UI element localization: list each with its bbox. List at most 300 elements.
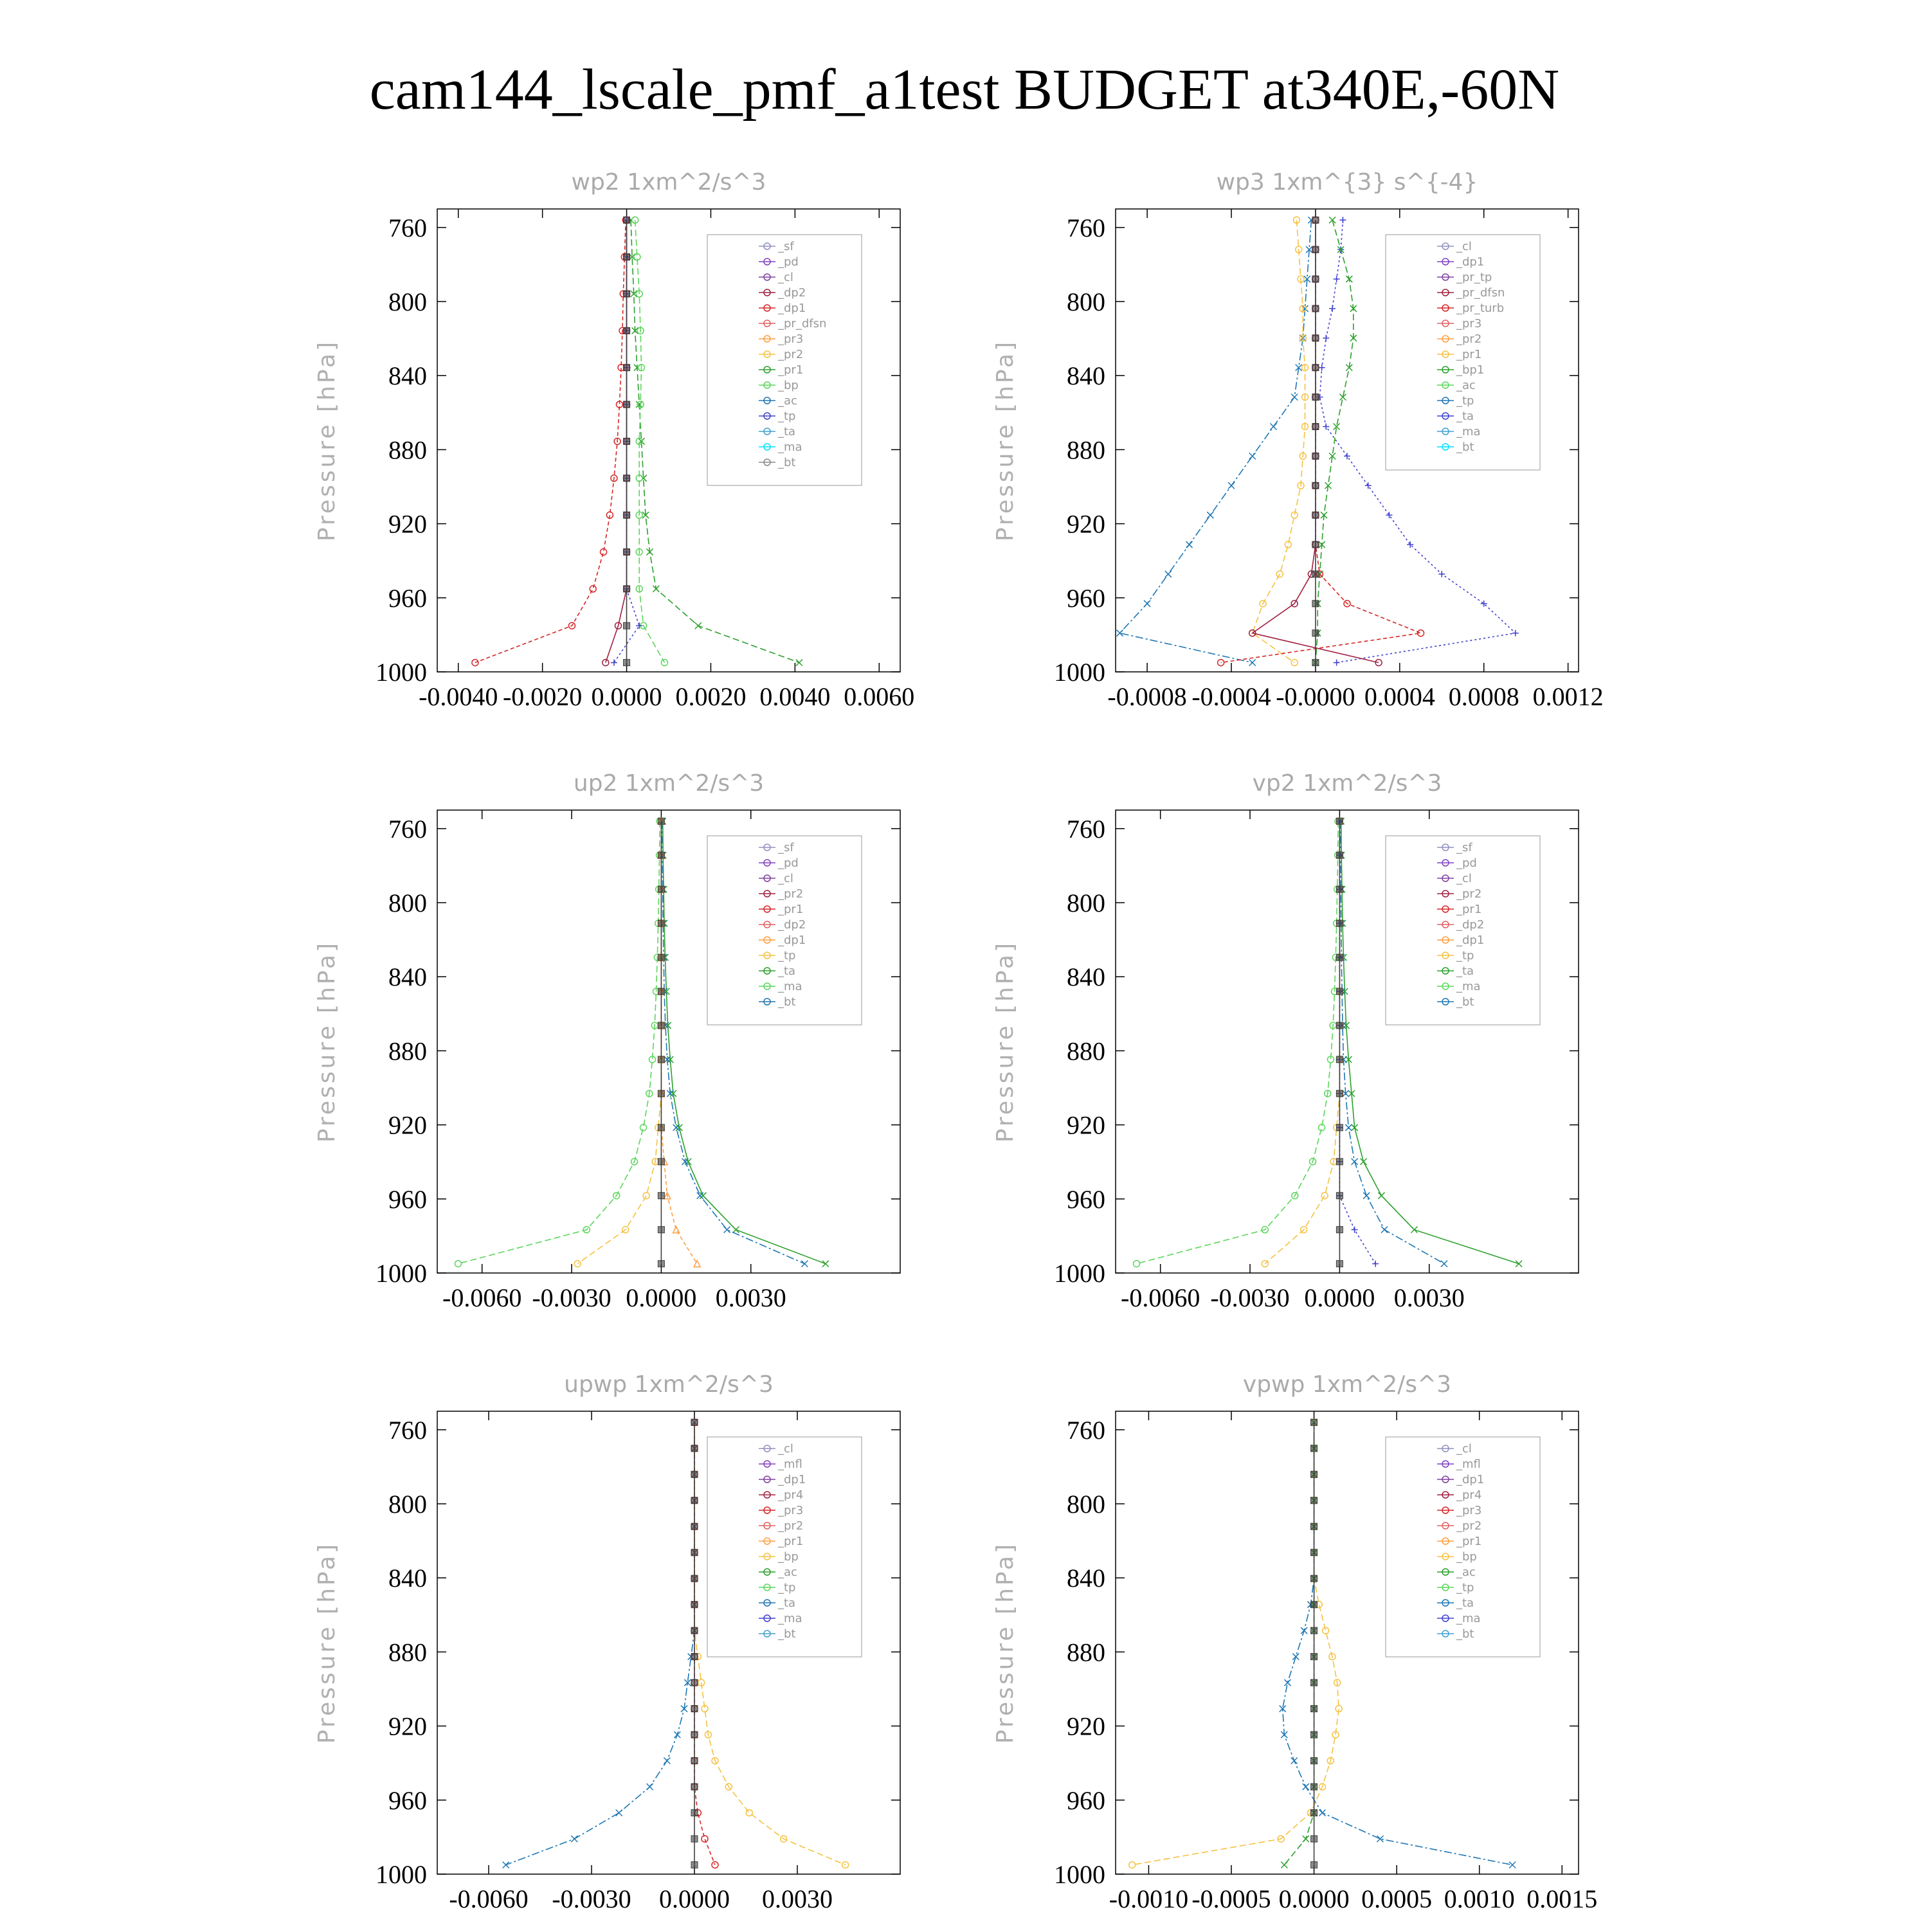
y-tick-label: 760	[1067, 814, 1105, 844]
data-point	[691, 1783, 698, 1790]
data-point	[1311, 1706, 1318, 1712]
data-point	[1323, 1627, 1329, 1634]
data-point	[658, 1193, 664, 1199]
series-dp1	[455, 818, 664, 1267]
series-line	[635, 220, 665, 662]
x-tick-label: 0.0008	[1448, 682, 1519, 711]
data-point	[691, 1679, 698, 1686]
y-tick-label: 960	[1067, 1785, 1105, 1815]
data-point	[1311, 1654, 1318, 1660]
data-point	[658, 1090, 664, 1097]
x-tick-label: -0.0005	[1191, 1884, 1271, 1913]
data-point	[1249, 660, 1256, 666]
data-point	[658, 1261, 664, 1267]
series-pr1	[1129, 1419, 1342, 1868]
legend-label: _bt	[778, 456, 796, 469]
series-pr1	[1262, 818, 1343, 1267]
legend-label: _sf	[778, 841, 794, 854]
legend-label: _tp	[778, 410, 796, 423]
data-point	[1312, 305, 1319, 312]
data-point	[624, 475, 630, 482]
data-point	[674, 1731, 680, 1738]
legend-label: _ma	[778, 1612, 802, 1625]
panel-vp2	[992, 770, 1579, 1312]
data-point	[1312, 276, 1319, 282]
x-tick-label: 0.0030	[762, 1884, 833, 1913]
data-point	[1336, 1227, 1343, 1233]
series-line	[1316, 220, 1354, 662]
data-point	[1134, 1261, 1140, 1267]
legend-label: _bp	[778, 1550, 799, 1564]
x-tick-label: -0.0040	[419, 682, 498, 711]
x-tick-label: 0.0000	[1278, 1884, 1350, 1913]
data-point	[1336, 1193, 1343, 1199]
legend-label: _pr3	[778, 332, 804, 346]
data-point	[1516, 1261, 1522, 1267]
series-dp1	[472, 217, 629, 665]
data-point	[1311, 1523, 1318, 1530]
data-point	[702, 1836, 708, 1842]
legend-label: _pr1	[1456, 1535, 1482, 1548]
data-point	[1438, 571, 1445, 577]
legend-label: _bt	[778, 995, 796, 1009]
data-point	[1129, 1862, 1136, 1868]
data-point	[1292, 1654, 1299, 1660]
legend-label: _pd	[1456, 856, 1477, 870]
legend-label: _dp1	[778, 1473, 806, 1486]
y-axis-label: Pressure [hPa]	[314, 339, 340, 542]
series-ta	[1336, 818, 1379, 1267]
data-point	[1411, 1227, 1418, 1233]
data-point	[1352, 1227, 1358, 1233]
data-point	[1336, 1090, 1343, 1097]
legend-label: _dp1	[1456, 1473, 1485, 1486]
y-axis-label: Pressure [hPa]	[992, 339, 1019, 542]
data-point	[1378, 1193, 1384, 1199]
data-point	[694, 1261, 700, 1267]
data-point	[1311, 1419, 1318, 1425]
panel-title: vp2 1xm^2/s^3	[1252, 770, 1442, 797]
data-point	[691, 1758, 698, 1764]
data-point	[1312, 660, 1319, 666]
legend-label: _ma	[778, 440, 802, 454]
series-pr1	[574, 818, 664, 1267]
y-tick-label: 960	[1067, 1184, 1105, 1214]
legend-label: _tp	[1456, 394, 1474, 408]
data-point	[691, 1575, 698, 1582]
y-tick-label: 1000	[376, 1860, 427, 1889]
data-point	[624, 254, 630, 260]
data-point	[1270, 423, 1276, 429]
data-point	[691, 1497, 698, 1504]
data-point	[624, 622, 630, 629]
series-bt	[1311, 1419, 1318, 1868]
y-tick-label: 800	[388, 889, 427, 917]
legend-label: _ac	[778, 1566, 797, 1579]
y-tick-label: 760	[388, 213, 427, 242]
y-tick-label: 800	[1067, 889, 1105, 917]
data-point	[1336, 1159, 1343, 1165]
data-point	[1291, 394, 1298, 401]
legend-label: _pd	[778, 255, 799, 269]
legend-label: _ma	[778, 980, 802, 993]
x-tick-label: 0.0000	[626, 1283, 697, 1312]
x-tick-label: 0.0005	[1361, 1884, 1433, 1913]
data-point	[1228, 482, 1235, 489]
data-point	[691, 1549, 698, 1556]
panel-title: up2 1xm^2/s^3	[573, 770, 765, 797]
data-point	[1323, 335, 1329, 341]
data-point	[1311, 1836, 1318, 1842]
data-point	[1165, 571, 1172, 577]
panel-wp3	[992, 169, 1604, 711]
x-tick-label: -0.0010	[1109, 1884, 1189, 1913]
data-point	[1312, 423, 1319, 429]
legend-label: _bp1	[1456, 363, 1485, 377]
x-tick-label: 0.0000	[591, 682, 662, 711]
data-point	[1311, 1497, 1318, 1504]
series-line	[661, 821, 697, 1263]
legend-label: _dp1	[778, 934, 806, 947]
x-tick-label: -0.0000	[1276, 682, 1355, 711]
data-point	[624, 217, 630, 223]
panel-up2	[314, 770, 900, 1312]
series-line	[1132, 1422, 1339, 1864]
data-point	[1262, 1261, 1268, 1267]
data-point	[658, 1056, 664, 1063]
series-line	[506, 1422, 694, 1864]
data-point	[1284, 1679, 1291, 1686]
legend	[707, 235, 862, 485]
data-point	[1311, 1758, 1318, 1764]
y-tick-label: 920	[1067, 1711, 1105, 1741]
data-point	[624, 549, 630, 555]
legend	[1386, 235, 1540, 470]
data-point	[682, 1159, 689, 1165]
data-point	[1336, 988, 1343, 995]
data-point	[1344, 453, 1350, 459]
y-axis-label: Pressure [hPa]	[992, 940, 1019, 1143]
data-point	[1301, 1627, 1307, 1634]
y-tick-label: 1000	[1054, 1259, 1105, 1288]
data-point	[1363, 1193, 1370, 1199]
data-point	[1312, 217, 1319, 223]
series-line	[1120, 220, 1312, 662]
data-point	[658, 1022, 664, 1029]
legend-label: _ma	[1456, 980, 1481, 993]
data-point	[691, 1627, 698, 1634]
panel-title: wp2 1xm^2/s^3	[571, 169, 766, 195]
legend-label: _cl	[1456, 240, 1472, 253]
data-point	[691, 1523, 698, 1530]
data-point	[1312, 453, 1319, 459]
y-tick-label: 920	[388, 509, 427, 539]
x-tick-label: -0.0020	[502, 682, 583, 711]
legend-label: _cl	[778, 872, 793, 885]
x-tick-label: 0.0040	[759, 682, 831, 711]
panel-wp2	[314, 169, 914, 711]
data-point	[616, 1810, 622, 1816]
data-point	[673, 1124, 680, 1131]
legend-label: _tp	[1456, 1581, 1474, 1594]
data-point	[733, 1227, 739, 1233]
legend-label: _ta	[778, 425, 796, 438]
data-point	[664, 1758, 670, 1764]
y-tick-label: 920	[388, 1110, 427, 1140]
legend-label: _ta	[1456, 410, 1474, 423]
data-point	[624, 327, 630, 334]
x-tick-label: 0.0000	[1304, 1283, 1375, 1312]
data-point	[1311, 1783, 1318, 1790]
data-point	[1329, 305, 1336, 312]
data-point	[691, 1862, 698, 1868]
y-tick-label: 840	[388, 962, 427, 992]
data-point	[1311, 1549, 1318, 1556]
legend-label: _pr2	[778, 348, 804, 361]
data-point	[1339, 217, 1346, 223]
series-line	[1284, 1422, 1314, 1864]
legend-label: _bt	[778, 1627, 796, 1641]
legend-label: _ac	[1456, 379, 1476, 392]
y-axis-label: Pressure [hPa]	[992, 1541, 1019, 1744]
data-point	[1334, 660, 1340, 666]
data-point	[1281, 1862, 1287, 1868]
data-point	[658, 1124, 664, 1131]
data-point	[1336, 818, 1343, 824]
legend-label: _pr3	[778, 1504, 804, 1517]
y-tick-label: 880	[388, 1638, 427, 1667]
series-line	[1265, 821, 1339, 1263]
legend-label: _pr_turb	[1456, 302, 1505, 315]
legend-label: _cl	[1456, 872, 1472, 885]
data-point	[455, 1261, 462, 1267]
legend-label: _ma	[1456, 1612, 1481, 1625]
data-point	[1365, 482, 1372, 489]
data-point	[658, 818, 664, 824]
data-point	[1312, 630, 1319, 636]
x-tick-label: -0.0030	[552, 1884, 631, 1913]
legend-label: _pr2	[1456, 887, 1482, 901]
y-tick-label: 840	[1067, 962, 1105, 992]
y-tick-label: 920	[1067, 509, 1105, 539]
series-bp	[632, 217, 668, 665]
data-point	[691, 1445, 698, 1452]
data-point	[1336, 1056, 1343, 1063]
legend-label: _dp1	[1456, 255, 1485, 269]
data-point	[1186, 541, 1193, 548]
data-point	[1334, 276, 1340, 282]
x-tick-label: 0.0010	[1444, 1884, 1515, 1913]
series-line	[1339, 821, 1375, 1263]
y-tick-label: 760	[388, 1415, 427, 1445]
y-axis-label: Pressure [hPa]	[314, 940, 340, 1143]
legend-label: _ta	[1456, 964, 1474, 978]
y-tick-label: 800	[388, 1490, 427, 1519]
y-tick-label: 960	[388, 1785, 427, 1815]
x-tick-label: 0.0030	[1393, 1283, 1465, 1312]
legend-label: _tp	[778, 1581, 796, 1594]
legend	[707, 1437, 862, 1657]
data-point	[503, 1862, 509, 1868]
data-point	[1336, 852, 1343, 858]
data-point	[691, 1654, 698, 1660]
data-point	[1345, 1124, 1352, 1131]
legend-label: _pr_tp	[1456, 271, 1492, 284]
data-point	[822, 1261, 829, 1267]
series-bt	[691, 1419, 698, 1868]
legend-label: _sf	[1456, 841, 1472, 854]
data-point	[1303, 1783, 1309, 1790]
x-tick-label: -0.0030	[532, 1283, 611, 1312]
data-point	[611, 660, 617, 666]
data-point	[691, 1419, 698, 1425]
y-tick-label: 1000	[1054, 1860, 1105, 1889]
data-point	[1249, 453, 1256, 459]
legend-label: _ta	[1456, 1596, 1474, 1610]
series-line	[1253, 220, 1305, 662]
data-point	[1386, 512, 1392, 518]
data-point	[658, 852, 664, 858]
data-point	[1336, 954, 1343, 961]
x-tick-label: -0.0004	[1191, 682, 1271, 711]
y-tick-label: 760	[1067, 213, 1105, 242]
y-tick-label: 880	[388, 435, 427, 465]
data-point	[1311, 1575, 1318, 1582]
x-tick-label: -0.0060	[449, 1884, 529, 1913]
data-point	[624, 291, 630, 297]
data-point	[1336, 886, 1343, 892]
data-point	[1312, 335, 1319, 341]
legend-label: _pr2	[778, 1519, 804, 1533]
legend-label: _pr1	[778, 903, 804, 916]
data-point	[1311, 1862, 1318, 1868]
legend-label: _ac	[778, 394, 797, 408]
data-point	[1311, 1679, 1318, 1686]
data-point	[624, 438, 630, 444]
y-tick-label: 840	[388, 361, 427, 391]
legend-label: _dp2	[1456, 918, 1485, 932]
y-tick-label: 920	[388, 1711, 427, 1741]
series-line	[1137, 821, 1339, 1263]
data-point	[590, 586, 596, 592]
x-tick-label: -0.0060	[1121, 1283, 1200, 1312]
y-tick-label: 960	[388, 1184, 427, 1214]
data-point	[624, 365, 630, 371]
y-tick-label: 880	[388, 1036, 427, 1066]
data-point	[658, 954, 664, 961]
legend-label: _cl	[778, 1442, 793, 1456]
legend	[707, 836, 862, 1025]
legend-label: _cl	[1456, 1442, 1472, 1456]
legend-label: _pr3	[1456, 1504, 1482, 1517]
data-point	[1336, 920, 1343, 926]
legend-label: _pr3	[1456, 317, 1482, 330]
data-point	[1311, 1731, 1318, 1738]
data-point	[1319, 365, 1325, 371]
legend-label: _bp	[1456, 1550, 1477, 1564]
legend-label: _ma	[1456, 425, 1481, 438]
series-line	[475, 220, 626, 662]
data-point	[658, 1159, 664, 1165]
legend-label: _pr1	[778, 363, 804, 377]
y-tick-label: 880	[1067, 435, 1105, 465]
data-point	[643, 1193, 649, 1199]
data-point	[1312, 365, 1319, 371]
data-point	[724, 1227, 730, 1233]
x-tick-label: 0.0000	[659, 1884, 730, 1913]
series-tp	[1117, 217, 1315, 665]
legend-label: _dp1	[778, 302, 806, 315]
legend-label: _bt	[1456, 995, 1474, 1009]
legend-label: _dp1	[1456, 934, 1485, 947]
x-tick-label: -0.0030	[1210, 1283, 1290, 1312]
y-tick-label: 800	[388, 287, 427, 316]
x-tick-label: -0.0060	[442, 1283, 522, 1312]
data-point	[691, 1731, 698, 1738]
data-point	[691, 1810, 698, 1816]
data-point	[1311, 1445, 1318, 1452]
x-tick-label: 0.0060	[844, 682, 915, 711]
legend-label: _mfl	[778, 1458, 802, 1471]
x-tick-label: 0.0015	[1526, 1884, 1598, 1913]
data-point	[1336, 1124, 1343, 1131]
data-point	[1207, 512, 1213, 518]
panel-title: upwp 1xm^2/s^3	[564, 1371, 774, 1398]
data-point	[1311, 1627, 1318, 1634]
y-tick-label: 760	[388, 814, 427, 844]
data-point	[1144, 600, 1150, 607]
data-point	[1372, 1261, 1379, 1267]
legend-label: _pr1	[1456, 348, 1482, 361]
panel-vpwp	[992, 1371, 1597, 1913]
data-point	[1361, 1159, 1367, 1165]
data-point	[624, 512, 630, 518]
data-point	[1381, 1227, 1388, 1233]
legend-label: _bt	[1456, 440, 1474, 454]
x-tick-label: 0.0020	[675, 682, 747, 711]
data-point	[658, 988, 664, 995]
data-point	[746, 1810, 752, 1816]
data-point	[1311, 1471, 1318, 1477]
data-point	[1311, 1810, 1318, 1816]
y-tick-label: 800	[1067, 1490, 1105, 1519]
legend-label: _dp2	[778, 286, 806, 300]
data-point	[1319, 1810, 1325, 1816]
y-tick-label: 1000	[376, 1259, 427, 1288]
y-tick-label: 760	[1067, 1415, 1105, 1445]
data-point	[624, 401, 630, 408]
series-bt	[1312, 217, 1319, 665]
legend-label: _ac	[1456, 1566, 1476, 1579]
y-tick-label: 1000	[376, 658, 427, 687]
series-line	[458, 821, 660, 1263]
data-point	[624, 660, 630, 666]
y-tick-label: 840	[1067, 361, 1105, 391]
legend-label: _bt	[1456, 1627, 1474, 1641]
legend-label: _sf	[778, 240, 794, 253]
legend-label: _pd	[778, 856, 799, 870]
x-tick-label: 0.0030	[715, 1283, 786, 1312]
legend-label: _tp	[778, 949, 796, 962]
legend-label: _dp2	[778, 918, 806, 932]
y-tick-label: 800	[1067, 287, 1105, 316]
legend-label: _pr2	[1456, 1519, 1482, 1533]
y-tick-label: 880	[1067, 1638, 1105, 1667]
data-point	[695, 622, 702, 629]
data-point	[801, 1261, 808, 1267]
data-point	[658, 1227, 664, 1233]
y-tick-label: 840	[388, 1564, 427, 1593]
